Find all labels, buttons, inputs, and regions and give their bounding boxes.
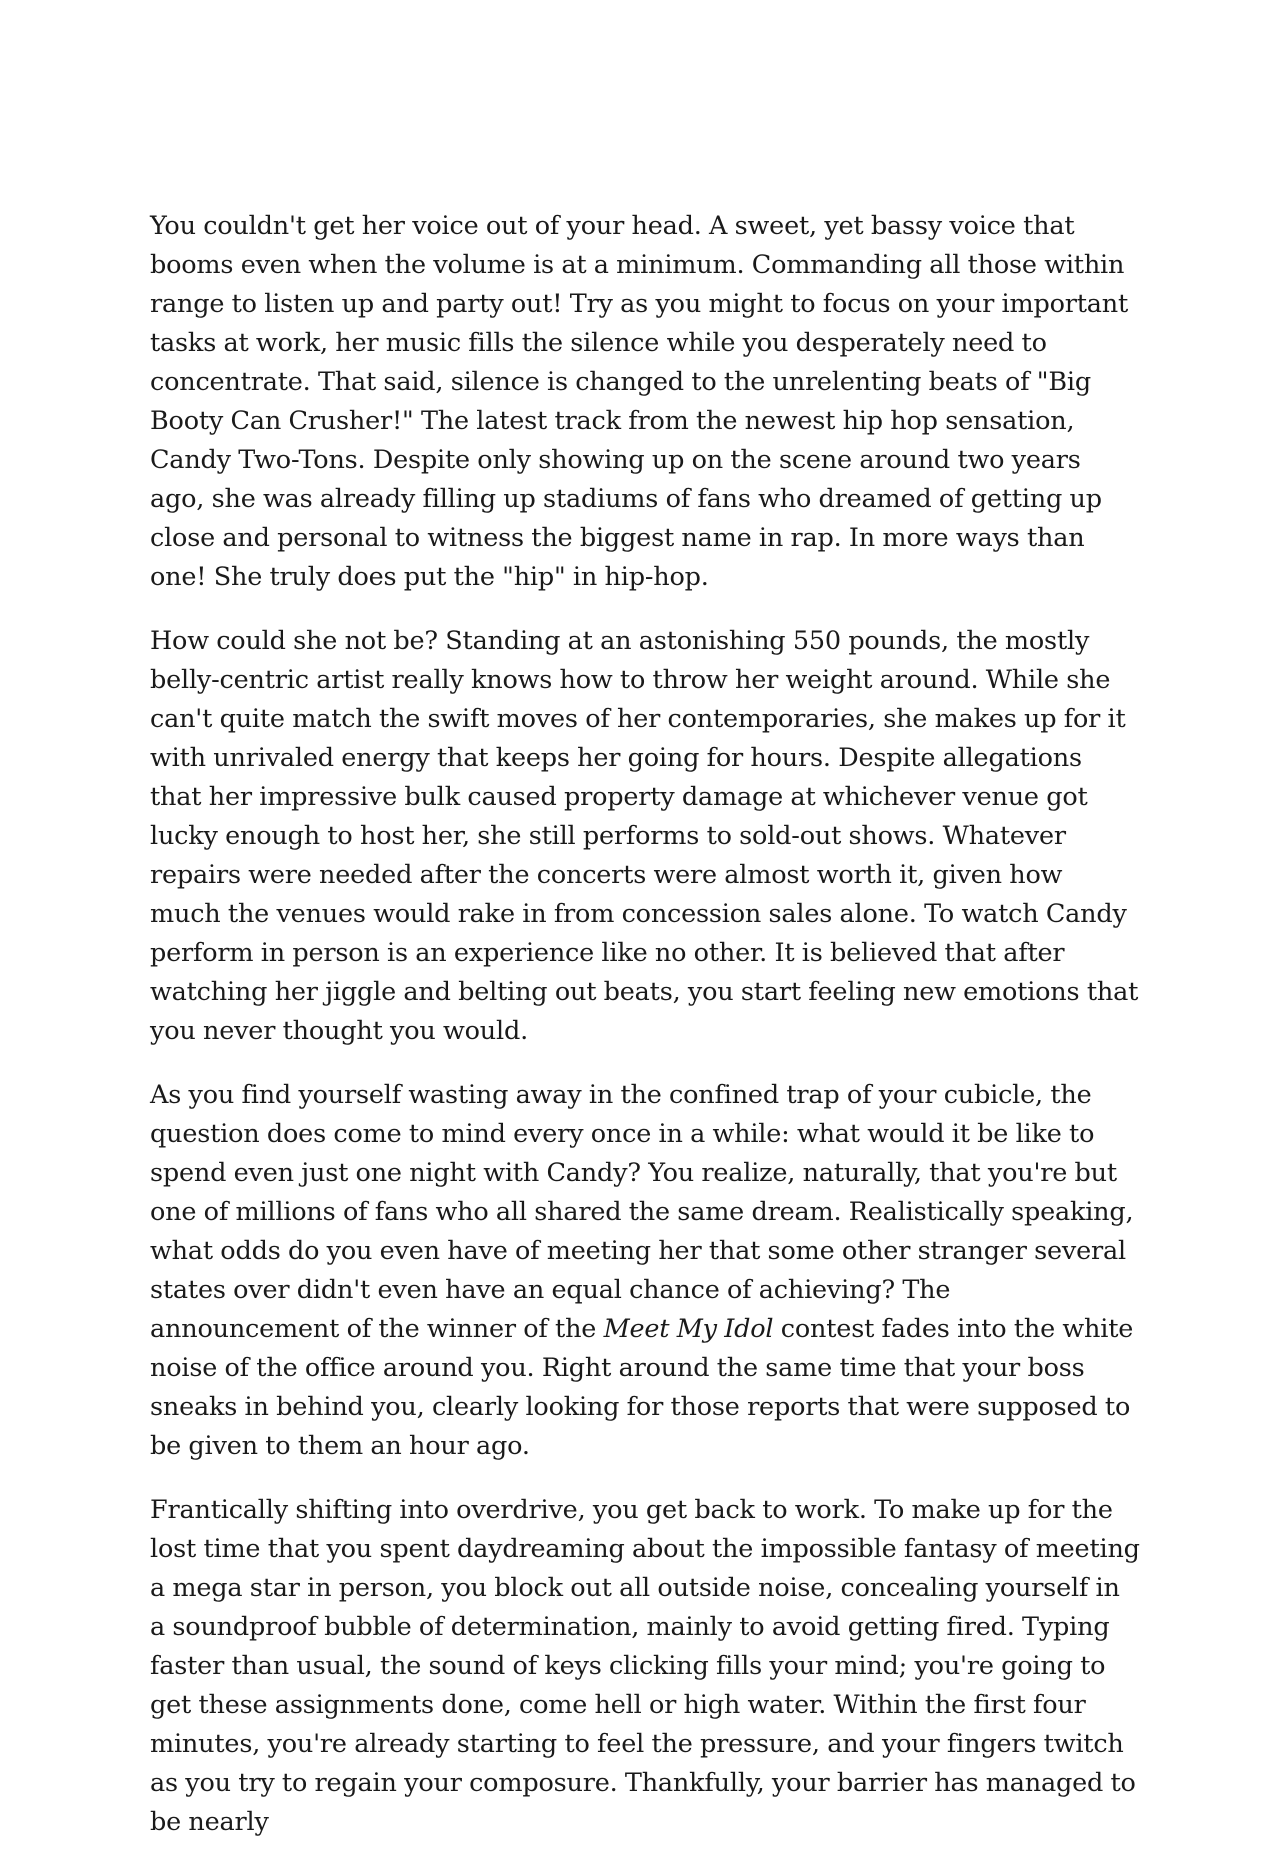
document-page xyxy=(150,207,1140,1867)
paragraph-1: You couldn't get her voice out of your head. A sweet, yet bassy voice that booms even when the volume is at a minimum. Commanding all those within range to listen up and party out! Try as you might to focus on your important tasks at work, her music fills the silence while you desperately need to concentrate. That said, silence is changed to the unrelenting beats of "Big Booty Can Crusher!" The latest track from the newest hip hop sensation, Candy Two-Tons. Despite only showing up on the scene around two years ago, she was already filling up stadiums of fans who dreamed of getting up close and personal to witness the biggest name in rap. In more ways than one! She truly does put the "hip" in hip-hop. xyxy=(150,211,1129,592)
contest-name-italic: Meet My Idol xyxy=(603,1314,774,1344)
paragraph-4: Frantically shifting into overdrive, you get back to work. To make up for the lost time that you spent daydreaming about the impossible fantasy of meeting a mega star in person, you block out all outside noise, concealing yourself in a soundproof bubble of determination, mainly to avoid getting fired. Typing faster than usual, the sound of keys clicking fills your mind; you're going to get these assignments done, come hell or high water. Within the first four minutes, you're already starting to feel the pressure, and your fingers twitch as you try to regain your composure. Thankfully, your barrier has managed to be nearly xyxy=(150,1495,1140,1837)
paragraph-3-text-before: As you find yourself wasting away in the confined trap of your cubicle, the question does come to mind every once in a while: what would it be like to spend even just one night with Candy? You realize, naturally, that you're but one of millions of fans who all shared the same dream. Realistically speaking, what odds do you even have of meeting her that some other stranger several states over didn't even have an equal chance of achieving? The announcement of the winner of the xyxy=(150,1080,1134,1344)
paragraph-2: How could she not be? Standing at an astonishing 550 pounds, the mostly belly-centric artist really knows how to throw her weight around. While she can't quite match the swift moves of her contemporaries, she makes up for it with unrivaled energy that keeps her going for hours. Despite allegations that her impressive bulk caused property damage at whichever venue got lucky enough to host her, she still performs to sold-out shows. Whatever repairs were needed after the concerts were almost worth it, given how much the venues would rake in from concession sales alone. To watch Candy perform in person is an experience like no other. It is believed that after watching her jiggle and belting out beats, you start feeling new emotions that you never thought you would. xyxy=(150,626,1139,1046)
paragraph-3 xyxy=(150,1076,1140,1466)
paragraph-3-text-after: contest fades into the white noise of the office around you. Right around the same time that your boss sneaks in behind you, clearly looking for those reports that were supposed to be given to them an hour ago. xyxy=(150,1314,1134,1461)
